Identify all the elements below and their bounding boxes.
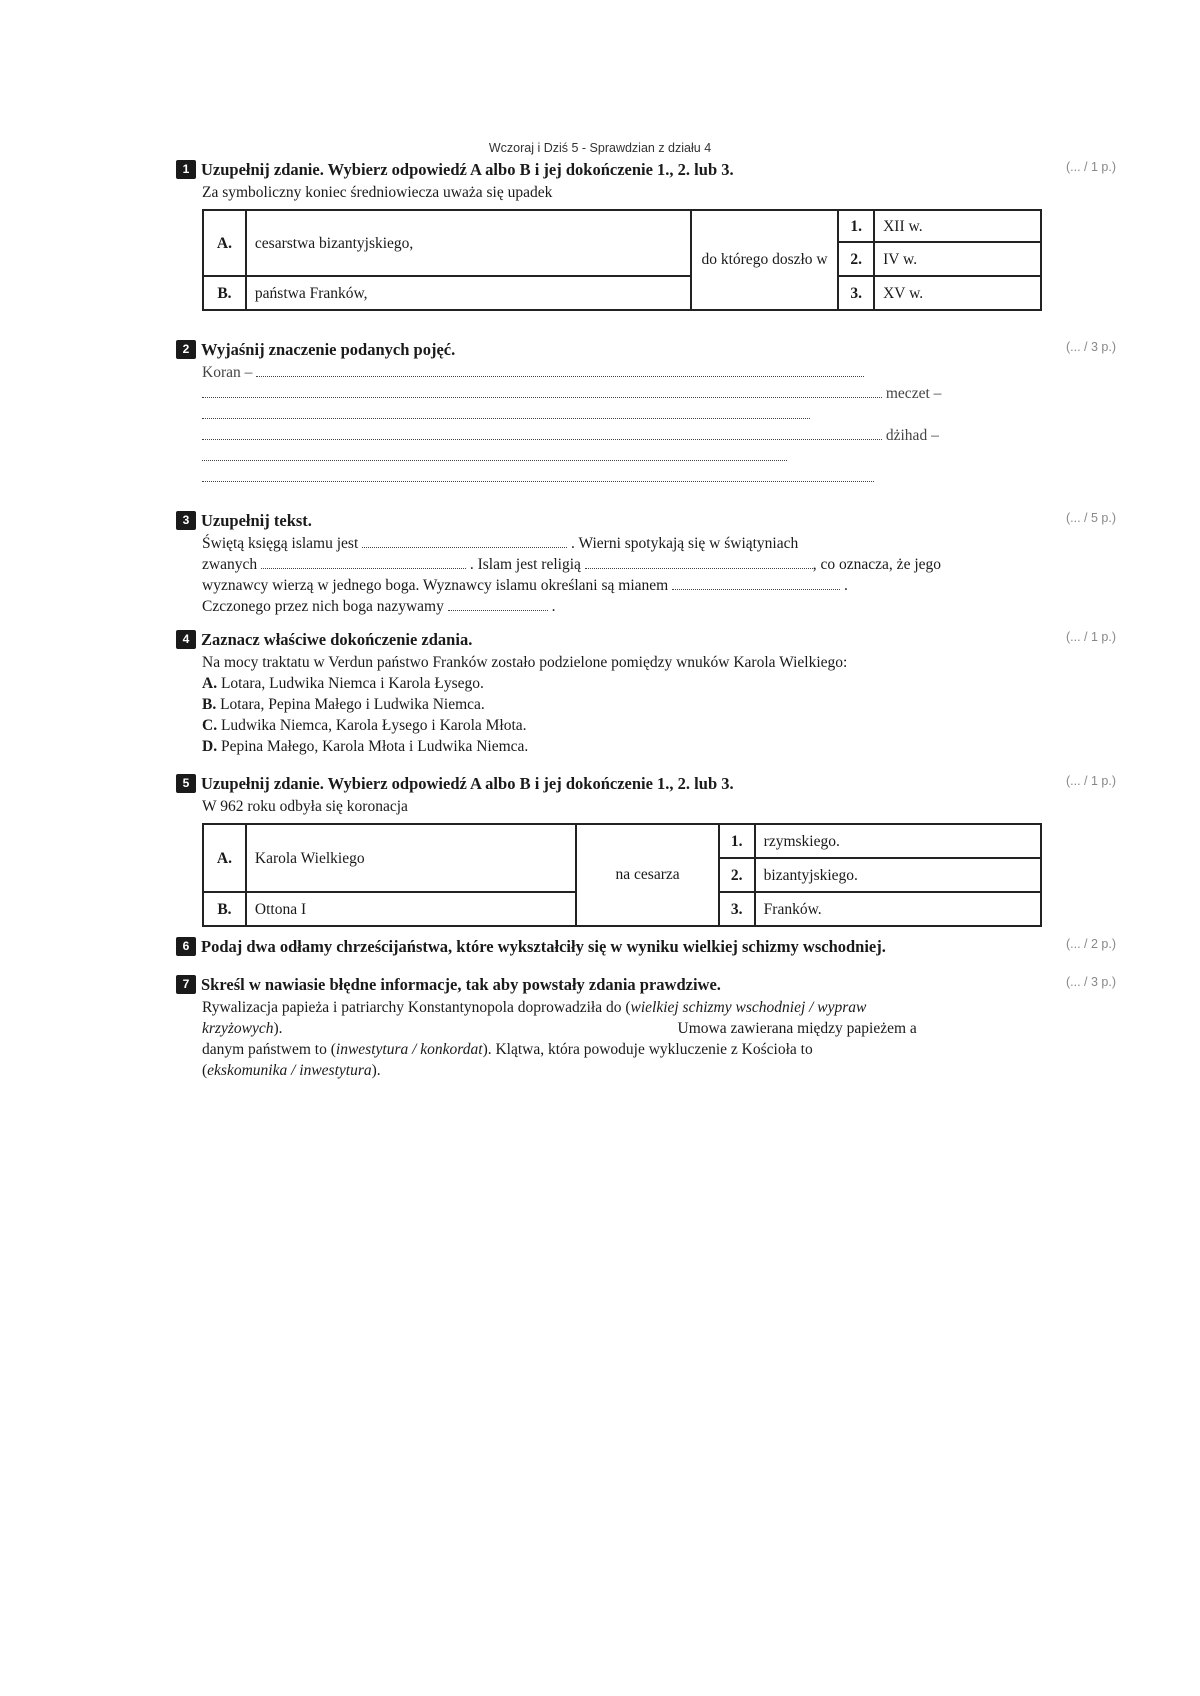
text-fragment: Umowa zawierana między papieżem a (677, 1020, 917, 1037)
answer-line[interactable] (202, 467, 1116, 488)
task-instruction: Podaj dwa odłamy chrześcijaństwa, które wykształciły się w wyniku wielkiej schizmy wschodniej. (201, 937, 886, 956)
blank-field[interactable] (448, 596, 548, 611)
task-number: 6 (176, 937, 196, 956)
task-2 (176, 340, 1116, 488)
answer-table (202, 823, 1042, 927)
blank-field[interactable] (362, 533, 567, 548)
term-dzihad: dżihad – (885, 427, 939, 444)
task-prompt: W 962 roku odbyła się koronacja (202, 798, 408, 815)
text-fragment: ). Klątwa, która powoduje wykluczenie z Kościoła to (482, 1041, 813, 1058)
answer-line[interactable] (202, 383, 1116, 404)
answer-line[interactable] (202, 446, 1116, 467)
answer-option-d[interactable]: D. Pepina Małego, Karola Młota i Ludwika Niemca. (202, 738, 529, 755)
answer-table (202, 209, 1042, 311)
ending-2-num[interactable]: 2. (838, 242, 874, 276)
task-number: 4 (176, 630, 196, 649)
text-fragment: Świętą księgą islamu jest (202, 535, 359, 552)
text-fragment: zwanych (202, 556, 258, 573)
option-b-label[interactable]: B. (203, 276, 246, 310)
points-box: (... / 1 p.) (1065, 630, 1116, 644)
task-number: 2 (176, 340, 196, 359)
points-box: (... / 3 p.) (1065, 975, 1116, 989)
answer-option-b[interactable]: B. Lotara, Pepina Małego i Ludwika Niemca. (202, 696, 485, 713)
text-fragment: . (843, 577, 848, 594)
task-3 (176, 511, 1116, 617)
task-prompt: Na mocy traktatu w Verdun państwo Franków zostało podzielone pomiędzy wnuków Karola Wielkiego: (202, 654, 848, 671)
choice-options[interactable]: krzyżowych (202, 1020, 274, 1037)
ending-2-text[interactable]: bizantyjskiego. (755, 858, 1041, 892)
ending-3-num[interactable]: 3. (838, 276, 874, 310)
text-fragment: . Wierni spotykają się w świątyniach (571, 535, 799, 552)
task-number: 1 (176, 160, 196, 179)
task-instruction: Zaznacz właściwe dokończenie zdania. (201, 630, 473, 649)
task-instruction: Skreśl w nawiasie błędne informacje, tak aby powstały zdania prawdziwe. (201, 975, 721, 994)
text-fragment: Czczonego przez nich boga nazywamy (202, 598, 444, 615)
task-instruction: Uzupełnij zdanie. Wybierz odpowiedź A albo B i jej dokończenie 1., 2. lub 3. (201, 774, 734, 793)
option-b-label[interactable]: B. (203, 892, 246, 926)
answer-option-a[interactable]: A. Lotara, Ludwika Niemca i Karola Łysego. (202, 675, 484, 692)
answer-line[interactable] (202, 404, 1116, 425)
blank-field[interactable] (261, 554, 466, 569)
text-fragment: ). (371, 1062, 381, 1079)
task-6 (176, 937, 1116, 959)
option-a-text[interactable]: Karola Wielkiego (246, 824, 577, 892)
option-a-label[interactable]: A. (203, 824, 246, 892)
ending-1-num[interactable]: 1. (838, 210, 874, 242)
task-prompt: Za symboliczny koniec średniowiecza uważa się upadek (202, 184, 553, 201)
connector-text: do którego doszło w (691, 210, 838, 310)
ending-2-num[interactable]: 2. (719, 858, 755, 892)
ending-3-text[interactable]: Franków. (755, 892, 1041, 926)
ending-1-num[interactable]: 1. (719, 824, 755, 858)
task-number: 3 (176, 511, 196, 530)
blank-field[interactable] (672, 575, 840, 590)
task-instruction: Uzupełnij zdanie. Wybierz odpowiedź A albo B i jej dokończenie 1., 2. lub 3. (201, 160, 734, 179)
task-number: 5 (176, 774, 196, 793)
text-fragment: ). (273, 1020, 283, 1037)
task-5 (176, 774, 1116, 927)
term-meczet: meczet – (885, 385, 942, 402)
text-fragment: . (551, 598, 556, 615)
ending-3-num[interactable]: 3. (719, 892, 755, 926)
option-a-text[interactable]: cesarstwa bizantyjskiego, (246, 210, 691, 276)
task-1 (176, 160, 1116, 311)
text-fragment: . Islam jest religią (469, 556, 581, 573)
page-header: Wczoraj i Dziś 5 - Sprawdzian z działu 4 (488, 141, 712, 155)
points-box: (... / 5 p.) (1065, 511, 1116, 525)
ending-1-text[interactable]: XII w. (874, 210, 1041, 242)
task-instruction: Wyjaśnij znaczenie podanych pojęć. (201, 340, 456, 359)
ending-1-text[interactable]: rzymskiego. (755, 824, 1041, 858)
choice-options[interactable]: ekskomunika / inwestytura (207, 1062, 372, 1079)
task-number: 7 (176, 975, 196, 994)
choice-options[interactable]: wielkiej schizmy wschodniej / wypraw (630, 999, 867, 1016)
term-koran: Koran – (202, 364, 253, 381)
connector-text: na cesarza (576, 824, 718, 926)
points-box: (... / 3 p.) (1065, 340, 1116, 354)
points-box: (... / 2 p.) (1065, 937, 1116, 951)
points-box: (... / 1 p.) (1065, 774, 1116, 788)
option-b-text[interactable]: państwa Franków, (246, 276, 691, 310)
option-b-text[interactable]: Ottona I (246, 892, 577, 926)
choice-options[interactable]: inwestytura / konkordat (335, 1041, 483, 1058)
answer-line-koran[interactable] (202, 362, 1116, 383)
text-fragment: wyznawcy wierzą w jednego boga. Wyznawcy islamu określani są mianem (202, 577, 669, 594)
ending-2-text[interactable]: IV w. (874, 242, 1041, 276)
answer-option-c[interactable]: C. Ludwika Niemca, Karola Łysego i Karola Młota. (202, 717, 527, 734)
text-fragment: ( (202, 1062, 208, 1079)
task-7 (176, 975, 1116, 1081)
ending-3-text[interactable]: XV w. (874, 276, 1041, 310)
text-fragment: Rywalizacja papieża i patriarchy Konstantynopola doprowadziła do ( (202, 999, 631, 1016)
text-fragment: , co oznacza, że jego (812, 556, 942, 573)
option-a-label[interactable]: A. (203, 210, 246, 276)
task-4 (176, 630, 1116, 757)
answer-line[interactable] (202, 425, 1116, 446)
text-fragment: danym państwem to ( (202, 1041, 336, 1058)
points-box: (... / 1 p.) (1065, 160, 1116, 174)
task-instruction: Uzupełnij tekst. (201, 511, 312, 530)
blank-field[interactable] (585, 554, 813, 569)
